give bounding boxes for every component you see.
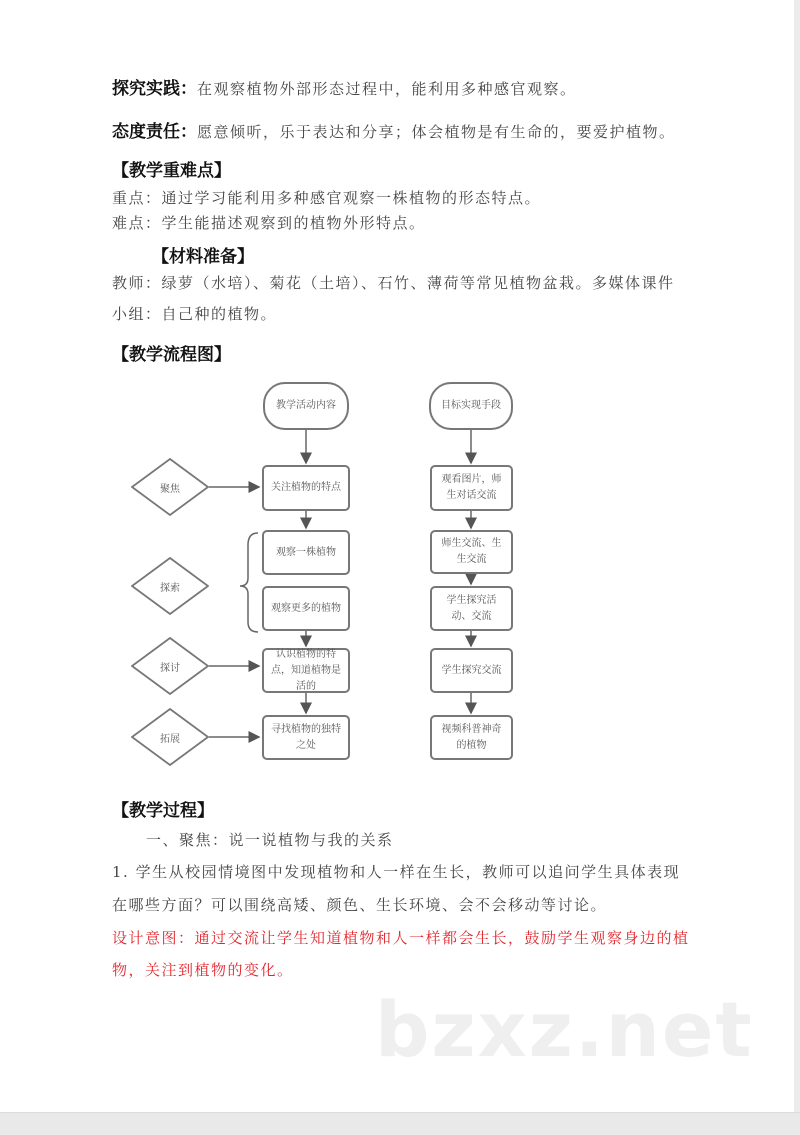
- key-point-difficulty: 难点：学生能描述观察到的植物外形特点。: [112, 214, 426, 232]
- flow-stage-diamond: [131, 708, 209, 766]
- flow-right-box: 观看图片，师生对话交流: [430, 465, 513, 511]
- flow-left-box: 观察更多的植物: [262, 586, 350, 631]
- process-item-1-line-1: 1. 学生从校园情境图中发现植物和人一样在生长，教师可以追问学生具体表现: [112, 863, 681, 881]
- flow-stage-diamond: [131, 458, 209, 516]
- process-section-1: 一、聚焦：说一说植物与我的关系: [146, 831, 394, 849]
- flow-left-box: 关注植物的特点: [262, 465, 350, 511]
- materials-group: 小组：自己种的植物。: [112, 305, 278, 323]
- flow-stage-label: 探讨: [160, 662, 180, 674]
- flow-stage-label: 探索: [160, 582, 180, 594]
- flow-right-box: 视频科普神奇的植物: [430, 715, 513, 760]
- flow-left-title: 教学活动内容: [263, 382, 349, 430]
- flow-stage-diamond: [131, 637, 209, 695]
- flow-stage-label: 聚焦: [160, 483, 180, 495]
- key-points-heading: 【教学重难点】: [112, 161, 231, 181]
- flow-right-box: 学生探究活动、交流: [430, 586, 513, 631]
- flow-stage-diamond: [131, 557, 209, 615]
- objective-attitude-label: 态度责任：: [112, 122, 197, 142]
- design-intent-line-2: 物，关注到植物的变化。: [112, 961, 294, 979]
- flow-right-box: 学生探究交流: [430, 648, 513, 693]
- design-intent-line-1: 设计意图：通过交流让学生知道植物和人一样都会生长，鼓励学生观察身边的植: [112, 929, 690, 947]
- materials-heading: 【材料准备】: [152, 247, 254, 267]
- page-edge: [794, 0, 800, 1112]
- flow-left-box: 认识植物的特点，知道植物是活的: [262, 648, 350, 693]
- flow-left-box: 寻找植物的独特之处: [262, 715, 350, 760]
- process-item-1-line-2: 在哪些方面？可以围绕高矮、颜色、生长环境、会不会移动等讨论。: [112, 896, 608, 914]
- objective-inquiry-label: 探究实践：: [112, 79, 197, 99]
- watermark: bzxz.net: [375, 985, 754, 1074]
- page-gap: [0, 1112, 800, 1135]
- flow-stage-label: 拓展: [160, 733, 180, 745]
- key-point-focus: 重点：通过学习能利用多种感官观察一株植物的形态特点。: [112, 189, 542, 207]
- flow-right-box: 师生交流、生生交流: [430, 530, 513, 574]
- objective-inquiry-text: 在观察植物外部形态过程中，能利用多种感官观察。: [197, 80, 577, 98]
- flow-right-title: 目标实现手段: [429, 382, 513, 430]
- flow-left-box: 观察一株植物: [262, 530, 350, 575]
- flowchart-heading: 【教学流程图】: [112, 345, 231, 365]
- process-heading: 【教学过程】: [112, 801, 214, 821]
- objective-attitude-text: 愿意倾听，乐于表达和分享；体会植物是有生命的，要爱护植物。: [197, 123, 676, 141]
- materials-teacher: 教师：绿萝（水培）、菊花（土培）、石竹、薄荷等常见植物盆栽。多媒体课件: [112, 274, 675, 292]
